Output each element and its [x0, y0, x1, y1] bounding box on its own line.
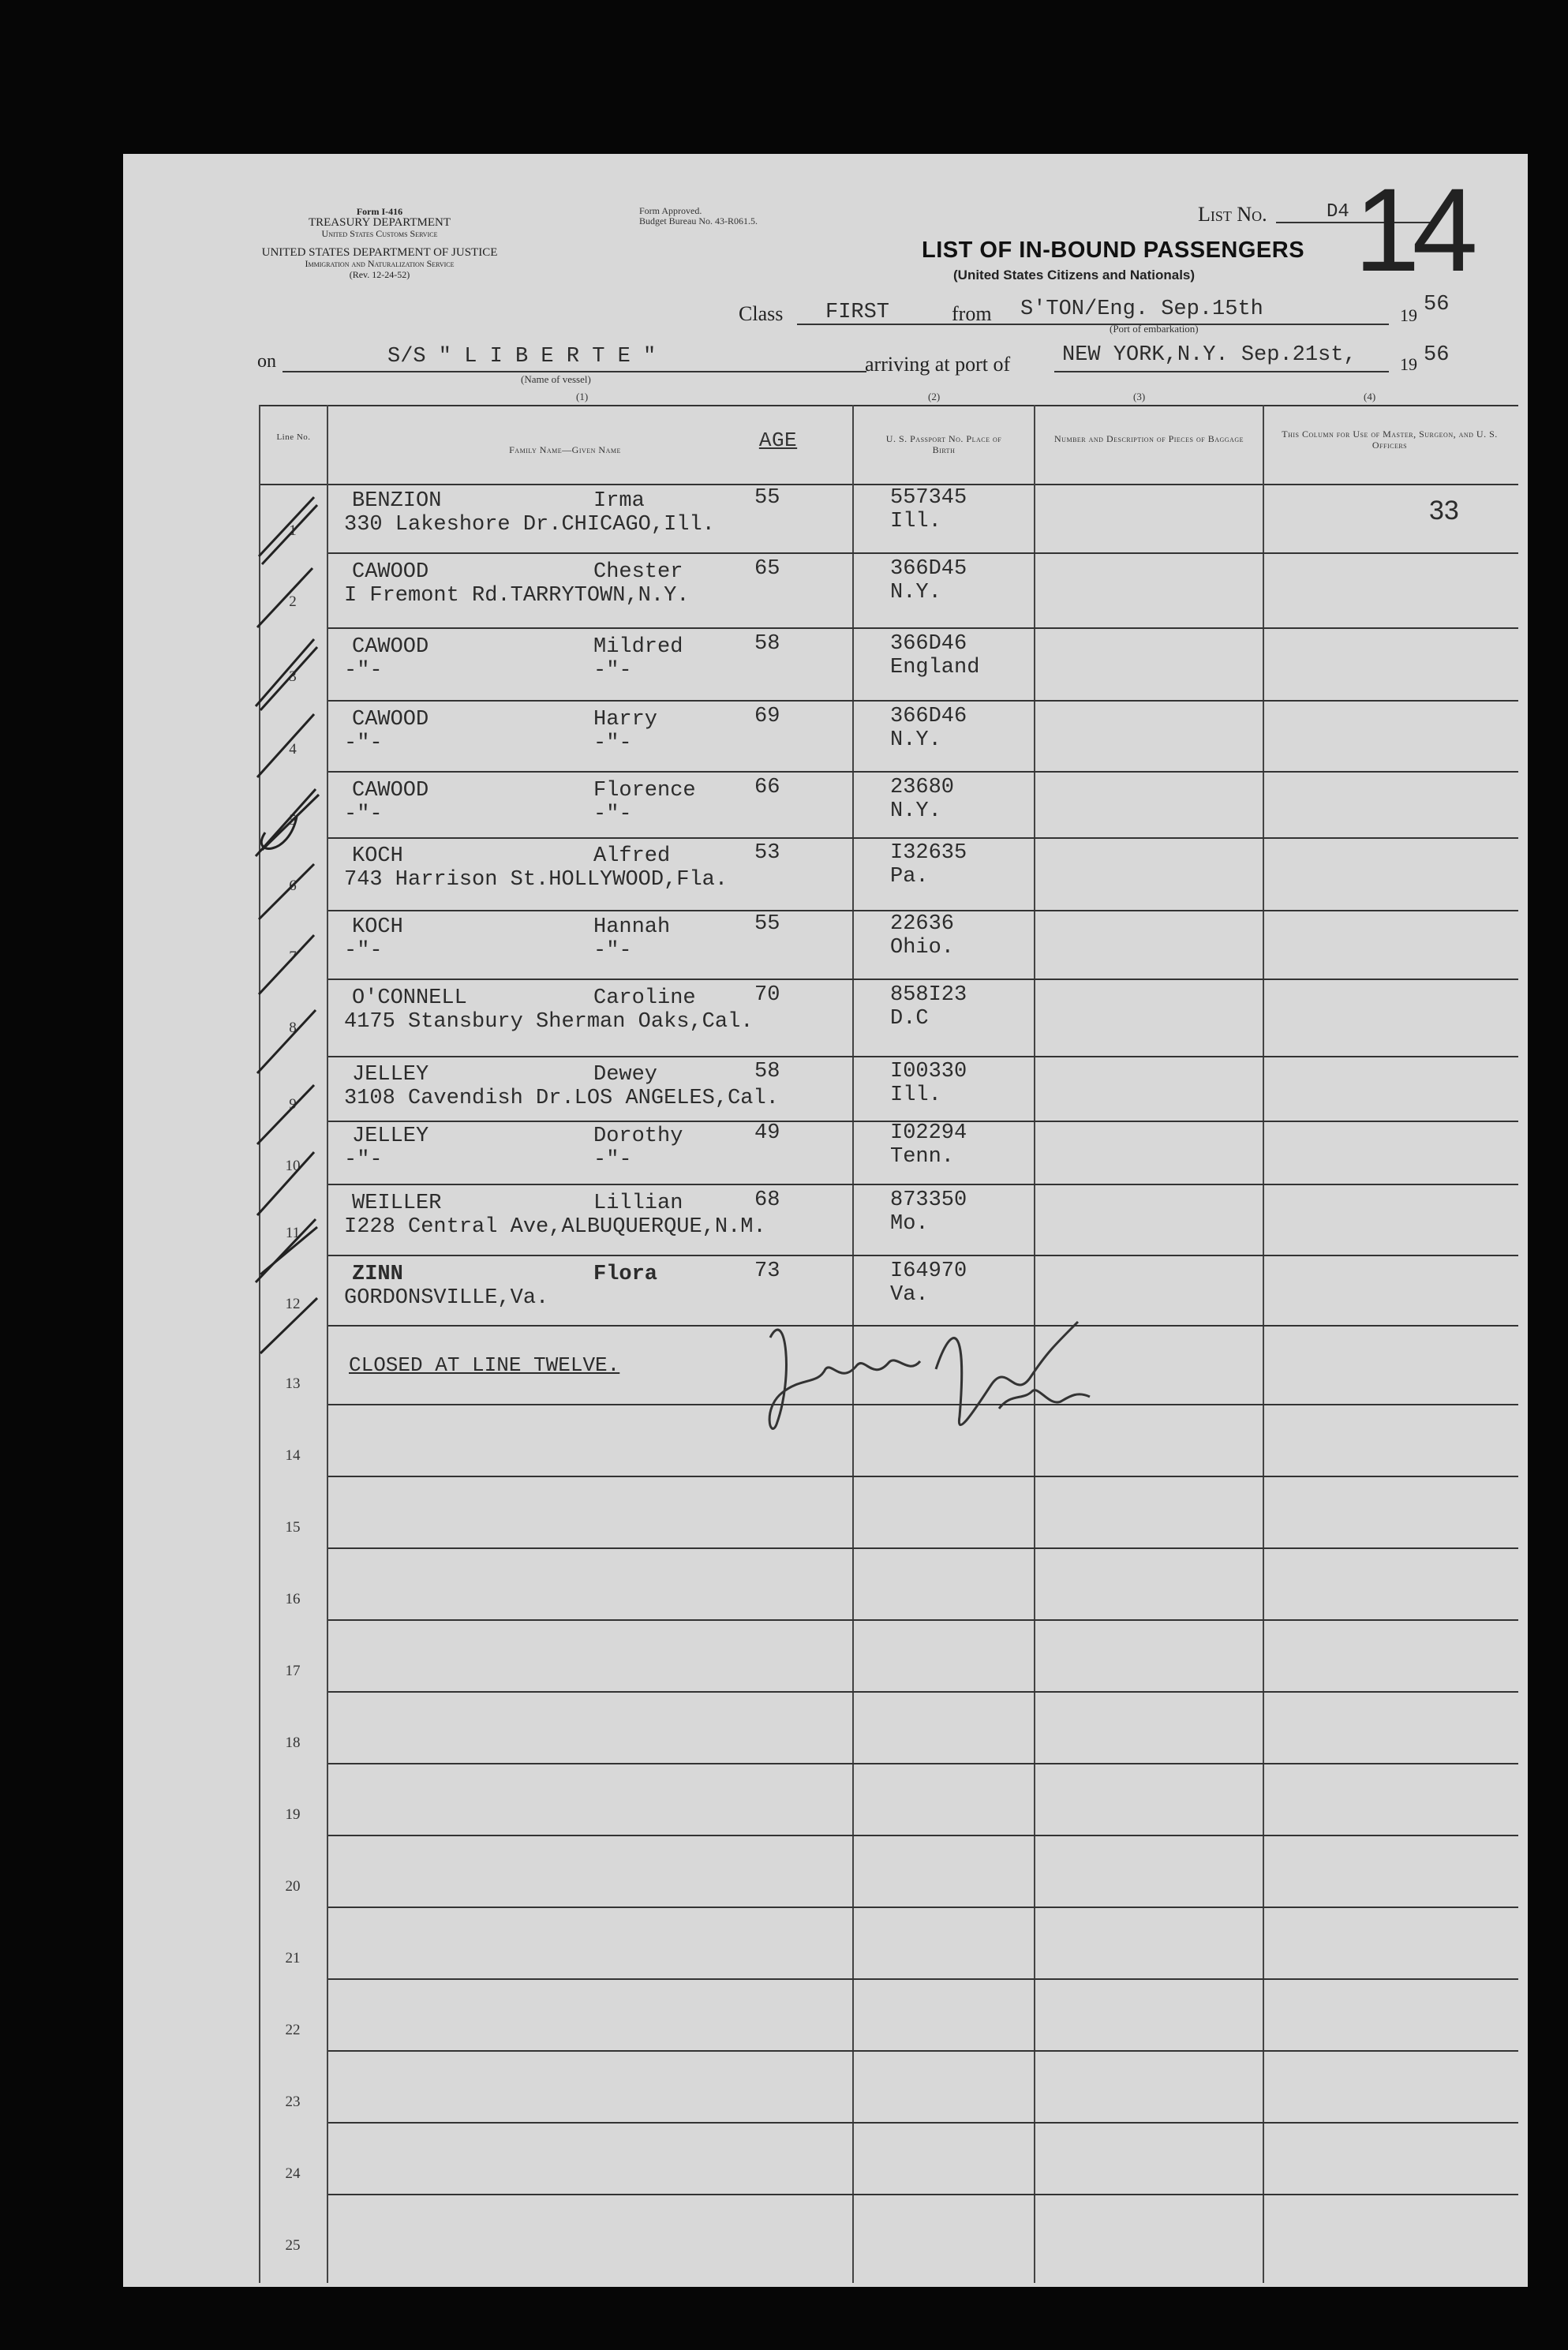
place-of-birth: Tenn.: [890, 1145, 955, 1169]
line-number: 15: [285, 1519, 301, 1536]
given-name: Florence: [593, 779, 696, 803]
place-of-birth: Pa.: [890, 865, 929, 889]
class-value: FIRST: [825, 301, 890, 324]
address: -"-: [344, 1148, 383, 1172]
age: 69: [754, 705, 780, 728]
passport-number: I02294: [890, 1121, 967, 1145]
line-number: 9: [289, 1096, 297, 1113]
line-number: 19: [285, 1806, 301, 1823]
address: GORDONSVILLE,Va.: [344, 1286, 549, 1310]
passport-number: 23680: [890, 776, 955, 799]
given-name-ditto: -"-: [593, 732, 632, 755]
line-number: 22: [285, 2022, 301, 2038]
address: -"-: [344, 659, 383, 683]
line-number: 24: [285, 2165, 301, 2182]
address: I Fremont Rd.TARRYTOWN,N.Y.: [344, 584, 690, 608]
inspector-signature: [739, 1290, 1259, 1448]
place-of-birth: N.Y.: [890, 581, 941, 604]
passport-number: 557345: [890, 486, 967, 510]
arriving-value: NEW YORK,N.Y. Sep.21st,: [1062, 343, 1357, 367]
address: -"-: [344, 803, 383, 826]
col-header-officers: This Column for Use of Master, Surgeon, and U. S. Officers: [1282, 428, 1498, 451]
family-name: ZINN: [352, 1263, 403, 1286]
given-name-ditto: -"-: [593, 803, 632, 826]
list-no-small: D4: [1327, 201, 1349, 223]
given-name: Dewey: [593, 1063, 658, 1087]
place-of-birth: Mo.: [890, 1212, 929, 1236]
family-name: CAWOOD: [352, 708, 429, 732]
age: 65: [754, 557, 780, 581]
given-name: Dorothy: [593, 1124, 683, 1148]
given-name: Mildred: [593, 635, 683, 659]
given-name-ditto: -"-: [593, 1148, 632, 1172]
place-of-birth: England: [890, 656, 980, 679]
year-prefix-1: 19: [1400, 305, 1417, 325]
given-name: Harry: [593, 708, 658, 732]
col-num-2: (2): [928, 391, 941, 402]
address: 3108 Cavendish Dr.LOS ANGELES,Cal.: [344, 1087, 779, 1110]
form-title: LIST OF IN-BOUND PASSENGERS: [922, 238, 1305, 263]
line-number: 14: [285, 1447, 301, 1464]
age: 70: [754, 983, 780, 1007]
officer-note: 33: [1429, 496, 1459, 526]
on-label: on: [257, 351, 276, 372]
col-num-1: (1): [576, 391, 589, 402]
line-number: 3: [289, 668, 297, 685]
line-number: 23: [285, 2094, 301, 2110]
passport-number: 858I23: [890, 983, 967, 1007]
year-value-2: 56: [1424, 343, 1450, 367]
passport-number: 366D46: [890, 632, 967, 656]
given-name: Lillian: [593, 1192, 683, 1215]
line-number: 10: [285, 1158, 301, 1174]
year-prefix-2: 19: [1400, 354, 1417, 374]
manifest-sheet: [123, 154, 1528, 2287]
address: 330 Lakeshore Dr.CHICAGO,Ill.: [344, 513, 715, 537]
list-no-big: 14: [1354, 163, 1470, 296]
address: 4175 Stansbury Sherman Oaks,Cal.: [344, 1010, 754, 1034]
port-embarkation-caption: (Port of embarkation): [1110, 323, 1199, 335]
family-name: CAWOOD: [352, 635, 429, 659]
line-check-marks: [241, 485, 352, 1511]
family-name: BENZION: [352, 489, 442, 513]
list-no-label: List No.: [1198, 203, 1267, 226]
arriving-label: arriving at port of: [865, 353, 1011, 376]
line-number: 1: [289, 522, 297, 539]
family-name: WEILLER: [352, 1192, 442, 1215]
line-number: 12: [285, 1296, 301, 1312]
line-number: 18: [285, 1734, 301, 1751]
age: 53: [754, 841, 780, 865]
given-name: Caroline: [593, 986, 696, 1010]
age: 68: [754, 1188, 780, 1212]
family-name: JELLEY: [352, 1063, 429, 1087]
family-name: KOCH: [352, 915, 403, 939]
line-number: 11: [285, 1225, 301, 1241]
from-value: S'TON/Eng. Sep.15th: [1020, 297, 1263, 321]
address: -"-: [344, 939, 383, 963]
family-name: O'CONNELL: [352, 986, 467, 1010]
given-name: Chester: [593, 560, 683, 584]
passport-number: 366D46: [890, 705, 967, 728]
vessel-caption: (Name of vessel): [521, 373, 591, 385]
given-name: Hannah: [593, 915, 671, 939]
age: 58: [754, 1060, 780, 1083]
line-number: 2: [289, 593, 297, 610]
family-name: JELLEY: [352, 1124, 429, 1148]
family-name: CAWOOD: [352, 560, 429, 584]
from-label: from: [952, 302, 992, 325]
line-number: 7: [289, 949, 297, 965]
line-number: 13: [285, 1375, 301, 1392]
line-number: 17: [285, 1663, 301, 1679]
given-name: Alfred: [593, 844, 671, 868]
family-name: CAWOOD: [352, 779, 429, 803]
line-number: 6: [289, 878, 297, 894]
passport-number: 873350: [890, 1188, 967, 1212]
line-number: 20: [285, 1878, 301, 1895]
family-name: KOCH: [352, 844, 403, 868]
col-num-4: (4): [1364, 391, 1376, 402]
passport-number: 366D45: [890, 557, 967, 581]
line-number: 4: [289, 741, 297, 758]
col-header-line-no: Line No.: [276, 432, 311, 442]
place-of-birth: Ohio.: [890, 936, 955, 960]
address: I228 Central Ave,ALBUQUERQUE,N.M.: [344, 1215, 766, 1239]
line-number: 8: [289, 1020, 297, 1036]
passport-number: I00330: [890, 1060, 967, 1083]
line-number: 25: [285, 2237, 301, 2254]
line-number: 16: [285, 1591, 301, 1607]
passport-number: I64970: [890, 1259, 967, 1283]
given-name-ditto: -"-: [593, 659, 632, 683]
given-name: Irma: [593, 489, 645, 513]
passport-number: 22636: [890, 912, 955, 936]
line-number: 5: [289, 812, 297, 829]
place-of-birth: D.C: [890, 1007, 929, 1031]
year-value-1: 56: [1424, 293, 1450, 316]
class-label: Class: [739, 302, 784, 325]
place-of-birth: Va.: [890, 1283, 929, 1307]
given-name: Flora: [593, 1263, 658, 1286]
passport-number: I32635: [890, 841, 967, 865]
address: 743 Harrison St.HOLLYWOOD,Fla.: [344, 868, 728, 892]
form-subtitle: (United States Citizens and Nationals): [953, 268, 1196, 283]
col-header-baggage: Number and Description of Pieces of Baggage: [1054, 433, 1244, 444]
age: 55: [754, 912, 780, 936]
agency-block: Form I-416 TREASURY DEPARTMENT United States Customs Service UNITED STATES DEPARTMENT OF JUSTICE Immigration and Naturalization Service (Rev. 12-24-52): [261, 206, 498, 280]
col-num-3: (3): [1133, 391, 1146, 402]
place-of-birth: N.Y.: [890, 799, 941, 823]
age: 49: [754, 1121, 780, 1145]
age: 73: [754, 1259, 780, 1283]
col-header-passport: U. S. Passport No. Place of Birth: [885, 433, 1002, 455]
given-name-ditto: -"-: [593, 939, 632, 963]
form-approved: Form Approved. Budget Bureau No. 43-R061.5.: [639, 205, 758, 226]
col-header-age: AGE: [758, 428, 798, 452]
col-header-name: Family Name—Given Name: [509, 444, 621, 455]
address: -"-: [344, 732, 383, 755]
age: 55: [754, 486, 780, 510]
place-of-birth: Ill.: [890, 510, 941, 533]
age: 66: [754, 776, 780, 799]
line-number: 21: [285, 1950, 301, 1966]
closed-at-line-text: CLOSED AT LINE TWELVE.: [349, 1353, 620, 1377]
place-of-birth: N.Y.: [890, 728, 941, 752]
vessel-name: S/S " L I B E R T E ": [387, 345, 657, 369]
age: 58: [754, 632, 780, 656]
place-of-birth: Ill.: [890, 1083, 941, 1107]
